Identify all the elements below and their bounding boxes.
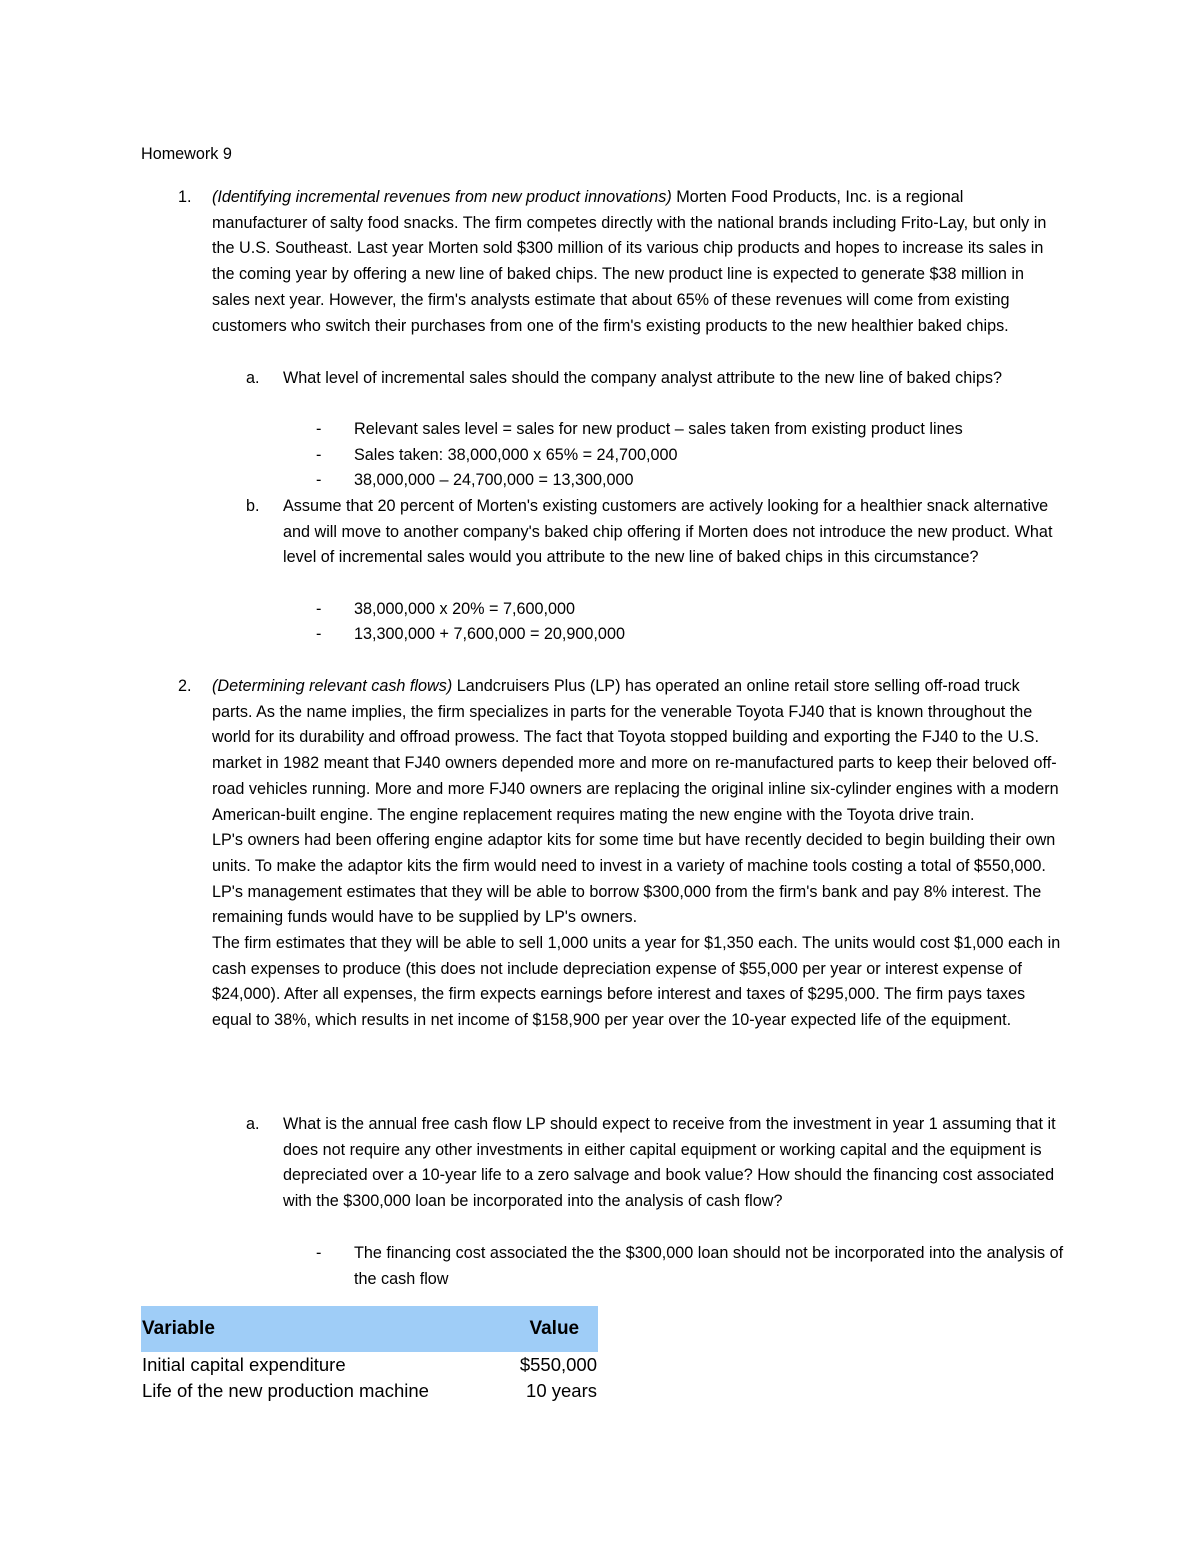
document-title: Homework 9 [141,145,232,163]
table-cell-value: $550,000 [519,1354,597,1375]
bullet-dash: - [316,420,322,438]
answer-1a-3: 38,000,000 – 24,700,000 = 13,300,000 [354,471,634,489]
question-2a-text: What is the annual free cash flow LP should expect to receive from the investment in year 1 assuming that it does not require any other investments in either capital equipment or working capital and the equipment is depreciated over a 10-year life to a zero salvage and book value? How should the financing cost associated with the $300,000 loan be incorporated into the analysis of cash flow? [283,1115,1056,1211]
table-cell-variable: Initial capital expenditure [142,1354,346,1375]
question-1b-label: b. [246,497,260,515]
answer-1a-1: Relevant sales level = sales for new product – sales taken from existing product lines [354,420,963,438]
question-2-para-2: LP's owners had been offering engine adaptor kits for some time but have recently decided to begin building their own units. To make the adaptor kits the firm would need to invest in a variety of machine tools costing a total of $550,000. [212,831,1056,875]
question-2a-label: a. [246,1115,260,1133]
question-1-lead: (Identifying incremental revenues from new product innovations) [212,188,672,206]
question-1-number: 1. [178,188,192,206]
question-1a-label: a. [246,369,260,387]
bullet-dash: - [316,446,322,464]
bullet-dash: - [316,600,322,618]
table-header-variable: Variable [141,1306,489,1352]
table-cell-variable: Life of the new production machine [142,1379,429,1401]
question-2-para-4: The firm estimates that they will be able to sell 1,000 units a year for $1,350 each. The units would cost $1,000 each in cash expenses to produce (this does not include depreciation expense of $55,000 per year or interest expense of $24,000). After all expenses, the firm expects earnings before interest and taxes of $295,000. The firm pays taxes equal to 38%, which results in net income of $158,900 per year over the 10-year expected life of the equipment. [212,934,1061,1030]
question-2-para-3: LP's management estimates that they will be able to borrow $300,000 from the firm's bank and pay 8% interest. The remaining funds would have to be supplied by LP's owners. [212,882,1042,927]
question-1-body: Morten Food Products, Inc. is a regional manufacturer of salty food snacks. The firm competes directly with the national brands including Frito-Lay, but only in the U.S. Southeast. Last year Morten sold $300 million of its various chip products and hopes to increase its sales in the coming year by offering a new line of baked chips. The new product line is expected to generate $38 million in sales next year. However, the firm's analysts estimate that about 65% of these revenues will come from existing customers who switch their purchases from one of the firm's existing products to the new healthier baked chips. [212,188,1047,335]
table-header-value: Value [489,1306,598,1352]
question-2-text [212,674,1062,1034]
answer-2a-1: The financing cost associated the the $300,000 loan should not be incorporated into the analysis of the cash flow [354,1244,1064,1288]
bullet-dash: - [316,1244,322,1262]
table-cell-value: 10 years [526,1379,597,1401]
table-row [141,1378,598,1404]
bullet-dash: - [316,471,322,489]
question-2-number: 2. [178,677,192,695]
question-1b-text: Assume that 20 percent of Morten's existing customers are actively looking for a healthier snack alternative and will move to another company's baked chip offering if Morten does not introduce the new product. What level of incremental sales would you attribute to the new line of baked chips in this circumstance? [283,497,1053,567]
question-1-text [212,185,1062,339]
answer-1b-1: 38,000,000 x 20% = 7,600,000 [354,600,575,618]
table-row [141,1352,598,1378]
question-2-para-1: Landcruisers Plus (LP) has operated an online retail store selling off-road truck parts. As the name implies, the firm specializes in parts for the venerable Toyota FJ40 that is known throughout the world for its durability and offroad prowess. The fact that Toyota stopped building and exporting the FJ40 to the U.S. market in 1982 meant that FJ40 owners depended more and more on re-manufactured parts to keep their beloved off-road vehicles running. More and more FJ40 owners are replacing the original inline six-cylinder engines with a modern American-built engine. The engine replacement requires mating the new engine with the Toyota drive train. [212,677,1059,824]
answer-1b-2: 13,300,000 + 7,600,000 = 20,900,000 [354,625,625,643]
bullet-dash: - [316,625,322,643]
variable-table [141,1306,598,1403]
question-1a-text: What level of incremental sales should the company analyst attribute to the new line of baked chips? [283,369,1002,387]
answer-1a-2: Sales taken: 38,000,000 x 65% = 24,700,000 [354,446,678,464]
table-header-row [141,1306,598,1352]
question-2-lead: (Determining relevant cash flows) [212,677,453,695]
